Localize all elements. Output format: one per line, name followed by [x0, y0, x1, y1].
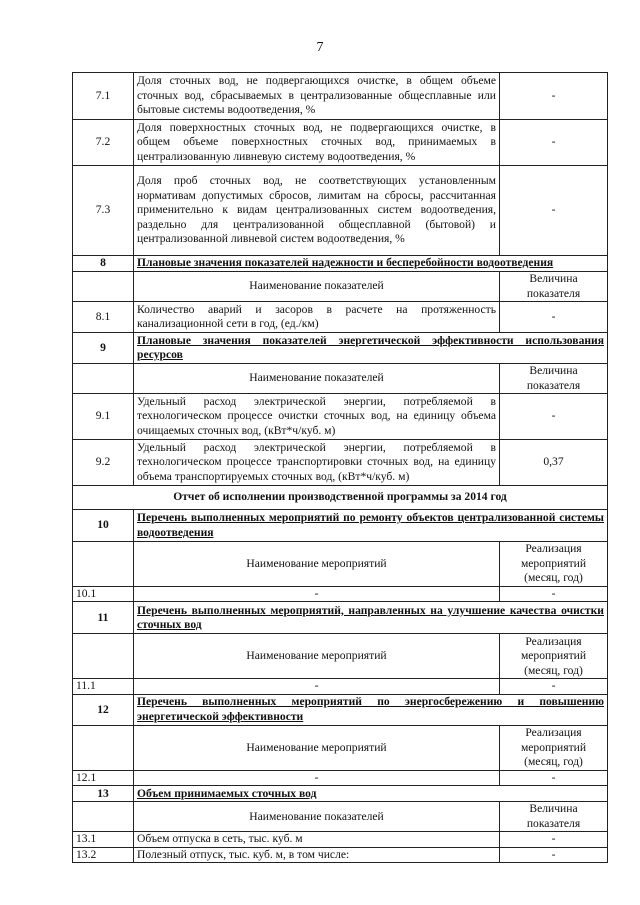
table-row	[73, 440, 608, 486]
column-header-row	[73, 634, 608, 679]
section-title: Плановые значения показателей надежности и бесперебойности водоотведения	[134, 256, 608, 272]
table-row	[73, 832, 608, 847]
row-number: 11.1	[73, 679, 134, 694]
section-number: 9	[73, 333, 134, 364]
column-header-value: Реализация мероприятий (месяц, год)	[500, 725, 608, 770]
column-header-row	[73, 542, 608, 587]
section-title: Перечень выполненных мероприятий, направленных на улучшение качества очистки сточных вод	[134, 602, 608, 634]
row-number: 13.2	[73, 847, 134, 862]
section-number: 11	[73, 602, 134, 634]
row-value: -	[500, 587, 608, 602]
row-text: -	[134, 679, 500, 694]
section-header	[73, 602, 608, 634]
column-header-row	[73, 802, 608, 832]
row-text: Количество аварий и засоров в расчете на протяженность канализационной сети в год, (ед./км)	[134, 302, 500, 333]
row-text: Объем отпуска в сеть, тыс. куб. м	[134, 832, 500, 847]
page-number: 7	[316, 40, 324, 55]
table-row	[73, 679, 608, 694]
column-header-row	[73, 725, 608, 770]
table-row	[73, 73, 608, 120]
table-row	[73, 120, 608, 166]
row-number: 10.1	[73, 587, 134, 602]
column-header-name: Наименование показателей	[134, 272, 500, 302]
report-title-row	[73, 486, 608, 510]
row-number: 7.2	[73, 120, 134, 166]
row-text: Удельный расход электрической энергии, потребляемой в технологическом процессе транспортировки сточных вод, на единицу объема транспортируемых сточных вод, (кВт*ч/куб. м)	[134, 440, 500, 486]
column-header-row	[73, 364, 608, 394]
row-text: -	[134, 770, 500, 785]
empty-cell	[73, 272, 134, 302]
empty-cell	[73, 634, 134, 679]
table-row	[73, 770, 608, 785]
row-text: Полезный отпуск, тыс. куб. м, в том числе:	[134, 847, 500, 862]
row-value: -	[500, 302, 608, 333]
row-number: 8.1	[73, 302, 134, 333]
indicators-table	[72, 72, 608, 863]
report-title: Отчет об исполнении производственной программы за 2014 год	[73, 486, 608, 510]
table-row	[73, 394, 608, 440]
row-number: 9.1	[73, 394, 134, 440]
row-text: Удельный расход электрической энергии, потребляемой в технологическом процессе очистки сточных вод, на единицу объема очищаемых сточных вод, (кВт*ч/куб. м)	[134, 394, 500, 440]
column-header-value: Величина показателя	[500, 802, 608, 832]
column-header-value: Величина показателя	[500, 364, 608, 394]
section-header	[73, 256, 608, 272]
row-value: -	[500, 166, 608, 256]
row-text: Доля проб сточных вод, не соответствующих установленным нормативам допустимых сбросов, лимитам на сбросы, рассчитанная применительно к видам централизованных систем водоотведения, раздельно для централизованной общесплавной (бытовой) и централизованной ливневой систем водоотведения, %	[134, 166, 500, 256]
row-value: -	[500, 832, 608, 847]
row-text: Доля поверхностных сточных вод, не подвергающихся очистке, в общем объеме поверхностных сточных вод, принимаемых в централизованную ливневую систему водоотведения, %	[134, 120, 500, 166]
row-value: -	[500, 73, 608, 120]
row-number: 13.1	[73, 832, 134, 847]
section-header	[73, 786, 608, 802]
section-header	[73, 333, 608, 364]
row-value: -	[500, 394, 608, 440]
row-text: Доля сточных вод, не подвергающихся очистке, в общем объеме сточных вод, сбрасываемых в централизованные общесплавные или бытовые системы водоотведения, %	[134, 73, 500, 120]
row-value: -	[500, 120, 608, 166]
column-header-value: Величина показателя	[500, 272, 608, 302]
row-number: 12.1	[73, 770, 134, 785]
column-header-name: Наименование показателей	[134, 364, 500, 394]
section-title: Перечень выполненных мероприятий по ремонту объектов централизованной системы водоотведения	[134, 510, 608, 542]
section-title: Плановые значения показателей энергетической эффективности использования ресурсов	[134, 333, 608, 364]
section-title: Объем принимаемых сточных вод	[134, 786, 608, 802]
row-text: -	[134, 587, 500, 602]
table-row	[73, 587, 608, 602]
empty-cell	[73, 802, 134, 832]
section-number: 8	[73, 256, 134, 272]
column-header-value: Реализация мероприятий (месяц, год)	[500, 542, 608, 587]
row-value: -	[500, 679, 608, 694]
column-header-row	[73, 272, 608, 302]
section-number: 13	[73, 786, 134, 802]
table-row	[73, 847, 608, 862]
column-header-name: Наименование мероприятий	[134, 634, 500, 679]
section-header	[73, 694, 608, 725]
section-title: Перечень выполненных мероприятий по энергосбережению и повышению энергетической эффективности	[134, 694, 608, 725]
row-value: 0,37	[500, 440, 608, 486]
column-header-name: Наименование мероприятий	[134, 725, 500, 770]
section-number: 10	[73, 510, 134, 542]
empty-cell	[73, 725, 134, 770]
column-header-value: Реализация мероприятий (месяц, год)	[500, 634, 608, 679]
row-number: 9.2	[73, 440, 134, 486]
row-value: -	[500, 847, 608, 862]
section-number: 12	[73, 694, 134, 725]
column-header-name: Наименование мероприятий	[134, 542, 500, 587]
empty-cell	[73, 364, 134, 394]
table-row	[73, 302, 608, 333]
table-row	[73, 166, 608, 256]
row-number: 7.3	[73, 166, 134, 256]
section-header	[73, 510, 608, 542]
empty-cell	[73, 542, 134, 587]
column-header-name: Наименование показателей	[134, 802, 500, 832]
row-number: 7.1	[73, 73, 134, 120]
row-value: -	[500, 770, 608, 785]
